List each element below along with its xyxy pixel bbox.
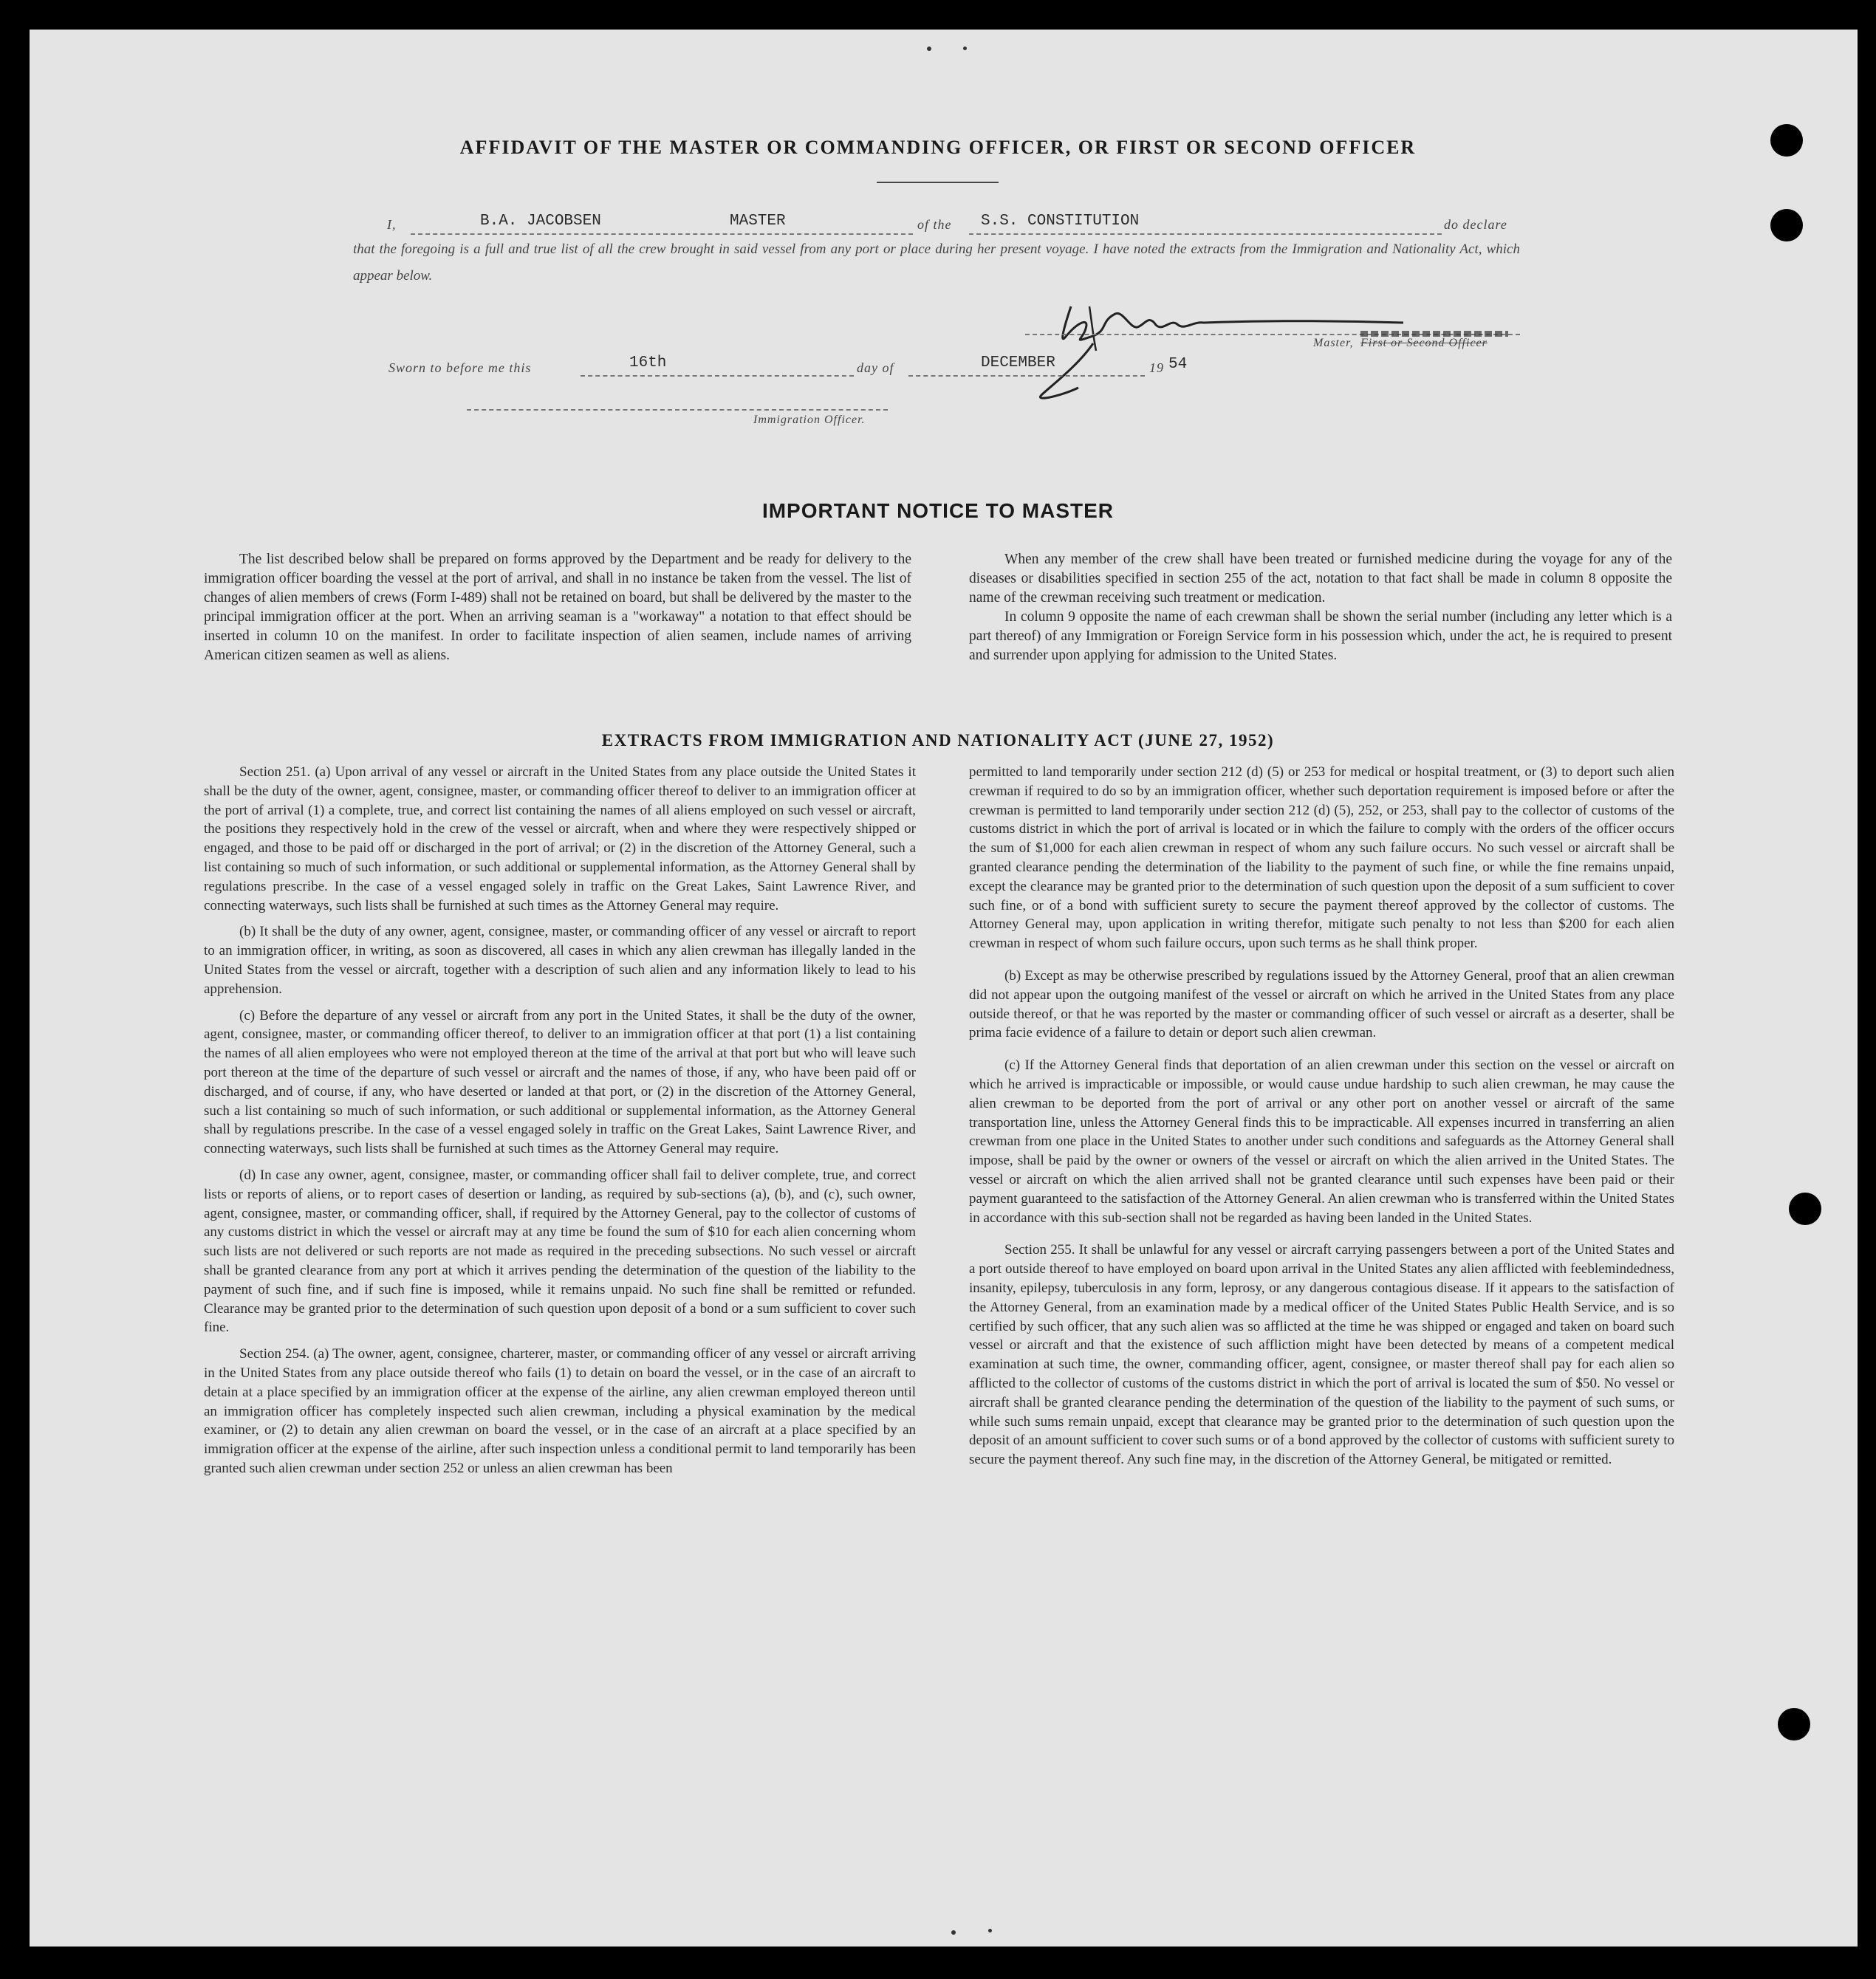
section-251d: (d) In case any owner, agent, consignee, master, or commanding officer shall fail to deliver complete, true, and correct lists or reports of aliens, or to report cases of desertion or landing, as required by sub-sections (a), (b), and (c), such owner, agent, consignee, master, or commanding officer, shall, if required by the Attorney General, pay to the collector of customs of any customs district in which the vessel or aircraft may at any time be found the sum of $10 for each alien concerning whom such lists are not delivered or such reports are not made as required in the preceding subsections. No such vessel or aircraft shall be granted clearance from any port at which it arrives pending the determination of the question of the liability to the payment of such fine, and if such fine is imposed, while it remains unpaid. No such fine shall be remitted or refunded. Clearance may be granted prior to the determination of such question upon deposit of a bond or a sum sufficient to cover such fine. (204, 1167, 916, 1336)
scan-speck (988, 1929, 992, 1932)
affidavit-title: AFFIDAVIT OF THE MASTER OR COMMANDING OFFICER, OR FIRST OR SECOND OFFICER (459, 137, 1417, 158)
notice-paragraph: In column 9 opposite the name of each crewman shall be shown the serial number (including any letter which is a part thereof) of any Immigration or Foreign Service form in his possession which, under the act, he is required to present and surrender upon applying for admission to the United States. (969, 609, 1672, 663)
of-the-label: of the (917, 217, 952, 232)
title-rule (877, 182, 999, 183)
section-254a-cont: permitted to land temporarily under section 212 (d) (5) or 253 for medical or hospital treatment, or (3) to deport such alien crewman if required to do so by an immigration officer, whether such deportation requirement is imposed before or after the crewman is permitted to land temporarily under section 212 (d) (5), 252, or 253, shall pay to the collector of customs of the customs district in which the port of arrival is located or in which the failure to comply with the orders of the officer occurs the sum of $1,000 for each alien crewman in respect of whom any such failure occurs. No such vessel or aircraft shall be granted clearance pending the determination of the liability to the payment of such fine, or while the fine remains unpaid, except the clearance may be granted prior to the determination of such question upon the deposit of a sum sufficient to cover such fine, or of a bond with sufficient surety to secure the payment thereof approved by the collector of customs. The Attorney General may, upon application in writing therefor, mitigate such penalty to not less than $200 for each alien crewman in respect of whom such failure occurs, upon such terms as he shall think proper. (969, 764, 1674, 952)
notice-right-column (969, 550, 1672, 665)
master-rank: MASTER (730, 213, 786, 230)
day-of-label: day of (857, 360, 894, 375)
section-254b: (b) Except as may be otherwise prescribed by regulations issued by the Attorney General, proof that an alien crewman did not appear upon the outgoing manifest of the vessel or aircraft on which he arrived in the United States from any place outside thereof, or that he was reported by the master or commanding officer of such vessel or aircraft as a deserter, shall be prima facie evidence of a failure to detain or deport such alien crewman. (969, 967, 1674, 1041)
name-line (411, 233, 913, 235)
binder-hole (1778, 1708, 1810, 1740)
officer-label: Immigration Officer. (753, 414, 866, 426)
section-251a: Section 251. (a) Upon arrival of any vessel or aircraft in the United States from any place outside the United States it shall be the duty of the owner, agent, consignee, master, or commanding officer thereof to deliver to an immigration officer at the port of arrival (1) a complete, true, and correct list containing the names of all aliens employed on such vessel or aircraft, the positions they respectively hold in the crew of the vessel or aircraft, when and where they were respectively shipped or engaged, and those to be paid off or discharged in the port of arrival; or (2) in the discretion of the Attorney General, such a list containing so much of such information, or such additional or supplemental information, as the Attorney General shall by regulations prescribe. In the case of a vessel engaged solely in traffic on the Great Lakes, Saint Lawrence River, and connecting waterways, such lists shall be furnished at such times as the Attorney General may require. (204, 764, 916, 913)
notice-left-column (204, 550, 911, 665)
sworn-label: Sworn to before me this (388, 360, 532, 375)
sworn-month: DECEMBER (981, 354, 1055, 371)
day-line (581, 375, 854, 377)
scan-speck (951, 1930, 956, 1935)
signer-label: Master, (1313, 337, 1354, 349)
binder-hole (1770, 209, 1803, 241)
extracts-right-column (969, 763, 1674, 1477)
vessel-line (969, 233, 1442, 235)
section-254a: Section 254. (a) The owner, agent, consignee, charterer, master, or commanding officer of any vessel or aircraft arriving in the United States from any place outside thereof who fails (1) to detain on board the vessel, or in the case of an aircraft to detain at a place specified by an immigration officer at the expense of the airline, any alien crewman employed thereon until an immigration officer has completely inspected such alien crewman, including a physical examination by the medical examiner, or (2) to detain any alien crewman on board the vessel, or in the case of an aircraft at a place specified by an immigration officer at the expense of the airline, after such inspection unless a conditional permit to land temporarily has been granted such alien crewman under section 252 or unless an alien crewman has been (204, 1346, 916, 1476)
sworn-day: 16th (629, 354, 667, 371)
declaration-text: that the foregoing is a full and true list of all the crew brought in said vessel from any port or place during her present voyage. I have noted the extracts from the Immigration and Nationality Act, which appear below. (353, 241, 1520, 284)
year-suffix: 54 (1168, 356, 1188, 373)
pronoun-label: I, (387, 217, 397, 232)
section-251b: (b) It shall be the duty of any owner, agent, consignee, master, or commanding officer of any vessel or aircraft to report to an immigration officer, in writing, as soon as discovered, all cases in which any alien crewman has illegally landed in the United States from the vessel or aircraft, together with a description of such alien and any information likely to lead to his apprehension. (204, 924, 916, 997)
month-line (908, 375, 1145, 377)
binder-hole (1789, 1193, 1821, 1225)
section-254c: (c) If the Attorney General finds that deportation of an alien crewman under this section on the vessel or aircraft on which he arrived is impracticable or impossible, or would cause undue hardship to such alien crewman, he may cause the alien crewman to be deported from the port of arrival or any other port on another vessel or aircraft of the same transportation line, unless the Attorney General finds this to be impracticable. All expenses incurred in transferring an alien crewman from one place in the United States to another under such conditions and safeguards as the Attorney General shall impose, shall be paid by the owner or owners of the vessel or aircraft on which the alien arrived in the United States. The vessel or aircraft on which the alien arrived shall not be granted clearance until such expenses have been paid or their payment guaranteed to the satisfaction of the Attorney General. An alien crewman who is transferred within the United States in accordance with this sub-section shall not be regarded as having been landed in the United States. (969, 1057, 1674, 1226)
notice-paragraph: When any member of the crew shall have been treated or furnished medicine during the voyage for any of the diseases or disabilities specified in section 255 of the act, notation to that fact shall be made in column 8 opposite the name of the crewman receiving such treatment or medication. (969, 552, 1672, 606)
section-255: Section 255. It shall be unlawful for any vessel or aircraft carrying passengers between a port of the United States and a port outside thereof to have employed on board upon arrival in the United States any alien afflicted with feeblemindedness, insanity, epilepsy, tuberculosis in any form, leprosy, or any dangerous contagious disease. If it appears to the satisfaction of the Attorney General, from an examination made by a medical officer of the United States Public Health Service, and is so certified by such officer, that any such alien was so afflicted at the time he was shipped or engaged and taken on board such vessel or aircraft and that the existence of such affliction might have been detected by means of a competent medical examination at such time, the owner, commanding officer, agent, consignee, or master thereof shall pay for each alien so afflicted to the collector of customs of the customs district in which the port of arrival is located the sum of $50. No vessel or aircraft shall be granted clearance pending the determination of the question of the liability to the payment of such sums, or while such sums remain unpaid, except that clearance may be granted prior to the determination of such question upon the deposit of an amount sufficient to cover such sums or of a bond approved by the collector of customs with sufficient surety to secure the payment thereof. Any such fine may, in the discretion of the Attorney General, be mitigated or remitted. (969, 1242, 1674, 1468)
extracts-heading: EXTRACTS FROM IMMIGRATION AND NATIONALITY ACT (JUNE 27, 1952) (601, 731, 1275, 750)
strikeout-marks (1360, 331, 1508, 337)
notice-paragraph: The list described below shall be prepared on forms approved by the Department and be ready for delivery to the immigration officer boarding the vessel at the port of arrival, and shall in no instance be taken from the vessel. The list of changes of alien members of crews (Form I-489) shall not be retained on board, but shall be delivered by the master to the principal immigration officer at the port. When an arriving seaman is a "workaway" a notation to that effect should be inserted in column 10 on the manifest. In order to facilitate inspection of alien seamen, include names of arriving American citizen seamen as well as aliens. (204, 552, 911, 663)
scan-speck (963, 47, 967, 50)
extracts-left-column (204, 763, 916, 1486)
scan-speck (927, 47, 931, 51)
officer-line (467, 409, 888, 411)
master-name: B.A. JACOBSEN (480, 213, 601, 230)
do-declare-label: do declare (1444, 217, 1507, 232)
vessel-name: S.S. CONSTITUTION (981, 213, 1140, 230)
year-prefix: 19 (1149, 360, 1164, 375)
section-251c: (c) Before the departure of any vessel or aircraft from any port in the United States, it shall be the duty of the owner, agent, consignee, master, or commanding officer thereof, to deliver to an immigration officer at that port (1) a list containing the names of all alien employees who were not employed thereon at the time of the arrival at that port but who will leave such port thereon at the time of the departure of such vessel or aircraft and the names of those, if any, who have been paid off or discharged, and of course, if any, who have deserted or landed at that port, or (2) in the discretion of the Attorney General, such a list containing so much of such information, or such additional or supplemental information, as the Attorney General shall by regulations prescribe. In the case of a vessel engaged solely in traffic on the Great Lakes, Saint Lawrence River, and connecting waterways, such lists shall be furnished at such times as the Attorney General may require. (204, 1007, 916, 1157)
signer-struck-title: First or Second Officer (1360, 337, 1488, 349)
notice-heading: IMPORTANT NOTICE TO MASTER (761, 499, 1115, 522)
